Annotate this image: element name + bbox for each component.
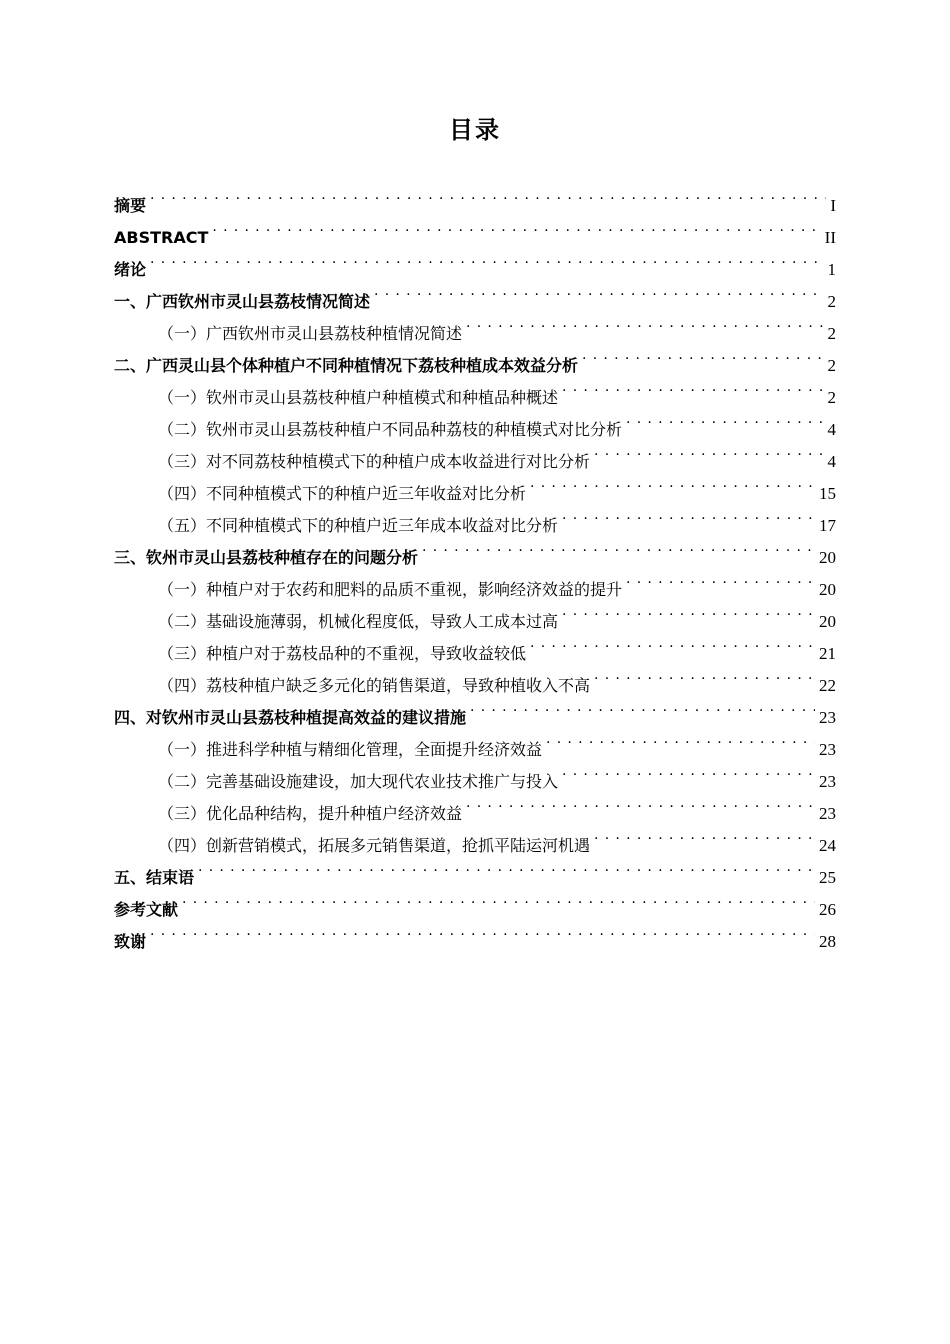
toc-dot-leader [626, 403, 823, 435]
toc-dot-leader [470, 691, 815, 723]
toc-entry-page-number[interactable]: 26 [819, 900, 836, 919]
toc-dot-leader [594, 435, 823, 467]
toc-entry-label[interactable]: （三）优化品种结构，提升种植户经济效益 [158, 804, 463, 823]
toc-dot-leader [198, 851, 815, 883]
toc-entry-label[interactable]: 摘要 [114, 196, 147, 215]
toc-entry-page-number[interactable]: 20 [819, 548, 836, 567]
toc-entry-page-number[interactable]: 23 [819, 772, 836, 791]
toc-entry-page-number[interactable]: 2 [827, 324, 836, 343]
toc-entry-page-number[interactable]: 20 [819, 580, 836, 599]
toc-entry-label[interactable]: 致谢 [114, 932, 147, 951]
toc-dot-leader [466, 307, 823, 339]
toc-entry-label[interactable]: （二）钦州市灵山县荔枝种植户不同品种荔枝的种植模式对比分析 [158, 420, 623, 439]
toc-entry-page-number[interactable]: 24 [819, 836, 836, 855]
toc-entry-page-number[interactable]: 23 [819, 804, 836, 823]
toc-entry-label[interactable]: （三）对不同荔枝种植模式下的种植户成本收益进行对比分析 [158, 452, 591, 471]
toc-dot-leader [594, 819, 815, 851]
toc-entry-page-number[interactable]: 20 [819, 612, 836, 631]
toc-entry-chapter[interactable] [114, 851, 836, 887]
toc-entry-label[interactable]: （一）推进科学种植与精细化管理，全面提升经济效益 [158, 740, 543, 759]
toc-entry-label[interactable]: （一）广西钦州市灵山县荔枝种植情况简述 [158, 324, 463, 343]
toc-entry-page-number[interactable]: 2 [827, 292, 836, 311]
toc-entry-label[interactable]: 一、广西钦州市灵山县荔枝情况简述 [114, 292, 371, 311]
toc-entry-label[interactable]: ABSTRACT [114, 228, 209, 247]
toc-entry-label[interactable]: 绪论 [114, 260, 147, 279]
toc-dot-leader [466, 787, 815, 819]
toc-dot-leader [562, 371, 823, 403]
toc-entry-label[interactable]: （一）钦州市灵山县荔枝种植户种植模式和种植品种概述 [158, 388, 559, 407]
toc-dot-leader [150, 243, 823, 275]
toc-entry-page-number[interactable]: 4 [827, 452, 836, 471]
toc-entry-label[interactable]: （四）创新营销模式，拓展多元销售渠道，抢抓平陆运河机遇 [158, 836, 591, 855]
page-title: 目录 [449, 116, 501, 144]
toc-entry-label[interactable]: 二、广西灵山县个体种植户不同种植情况下荔枝种植成本效益分析 [114, 356, 579, 375]
toc-dot-leader [562, 595, 815, 627]
toc-entry-page-number[interactable]: I [830, 196, 836, 215]
toc-dot-leader [562, 499, 815, 531]
toc-entry-page-number[interactable]: 2 [827, 356, 836, 375]
toc-entry-page-number[interactable]: 15 [819, 484, 836, 503]
toc-entry-page-number[interactable]: 22 [819, 676, 836, 695]
toc-entry-page-number[interactable]: 21 [819, 644, 836, 663]
toc-dot-leader [150, 915, 815, 947]
toc-dot-leader [150, 179, 826, 211]
toc-entry-chapter[interactable] [114, 275, 836, 311]
table-of-contents [114, 179, 836, 951]
toc-entry-label[interactable]: 四、对钦州市灵山县荔枝种植提高效益的建议措施 [114, 708, 467, 727]
toc-entry-page-number[interactable]: 17 [819, 516, 836, 535]
toc-entry-label[interactable]: （二）基础设施薄弱，机械化程度低，导致人工成本过高 [158, 612, 559, 631]
toc-dot-leader [562, 755, 815, 787]
toc-entry-label[interactable]: （四）不同种植模式下的种植户近三年收益对比分析 [158, 484, 527, 503]
toc-dot-leader [530, 467, 815, 499]
toc-dot-leader [530, 627, 815, 659]
toc-dot-leader [546, 723, 815, 755]
toc-entry-label[interactable]: （四）荔枝种植户缺乏多元化的销售渠道，导致种植收入不高 [158, 676, 591, 695]
toc-entry-page-number[interactable]: 23 [819, 708, 836, 727]
toc-entry-page-number[interactable]: 2 [827, 388, 836, 407]
toc-entry-label[interactable]: 五、结束语 [114, 868, 195, 887]
toc-entry-page-number[interactable]: 23 [819, 740, 836, 759]
toc-dot-leader [422, 531, 815, 563]
toc-entry-label[interactable]: 三、钦州市灵山县荔枝种植存在的问题分析 [114, 548, 419, 567]
toc-entry-label[interactable]: （三）种植户对于荔枝品种的不重视，导致收益较低 [158, 644, 527, 663]
toc-dot-leader [182, 883, 815, 915]
toc-entry-chapter[interactable] [114, 179, 836, 215]
toc-entry-chapter[interactable] [114, 211, 836, 247]
toc-entry-label[interactable]: 参考文献 [114, 900, 179, 919]
toc-entry-page-number[interactable]: 25 [819, 868, 836, 887]
toc-dot-leader [582, 339, 823, 371]
toc-entry-page-number[interactable]: 4 [827, 420, 836, 439]
toc-entry-page-number[interactable]: II [824, 228, 836, 247]
toc-entry-chapter[interactable] [114, 915, 836, 951]
toc-entry-label[interactable]: （五）不同种植模式下的种植户近三年成本收益对比分析 [158, 516, 559, 535]
toc-entry-page-number[interactable]: 28 [819, 932, 836, 951]
toc-dot-leader [212, 211, 820, 243]
toc-dot-leader [594, 659, 815, 691]
toc-dot-leader [626, 563, 815, 595]
toc-entry-chapter[interactable] [114, 883, 836, 919]
toc-dot-leader [374, 275, 823, 307]
toc-entry-label[interactable]: （二）完善基础设施建设，加大现代农业技术推广与投入 [158, 772, 559, 791]
toc-entry-label[interactable]: （一）种植户对于农药和肥料的品质不重视，影响经济效益的提升 [158, 580, 623, 599]
toc-entry-page-number[interactable]: 1 [827, 260, 836, 279]
toc-entry-chapter[interactable] [114, 243, 836, 279]
